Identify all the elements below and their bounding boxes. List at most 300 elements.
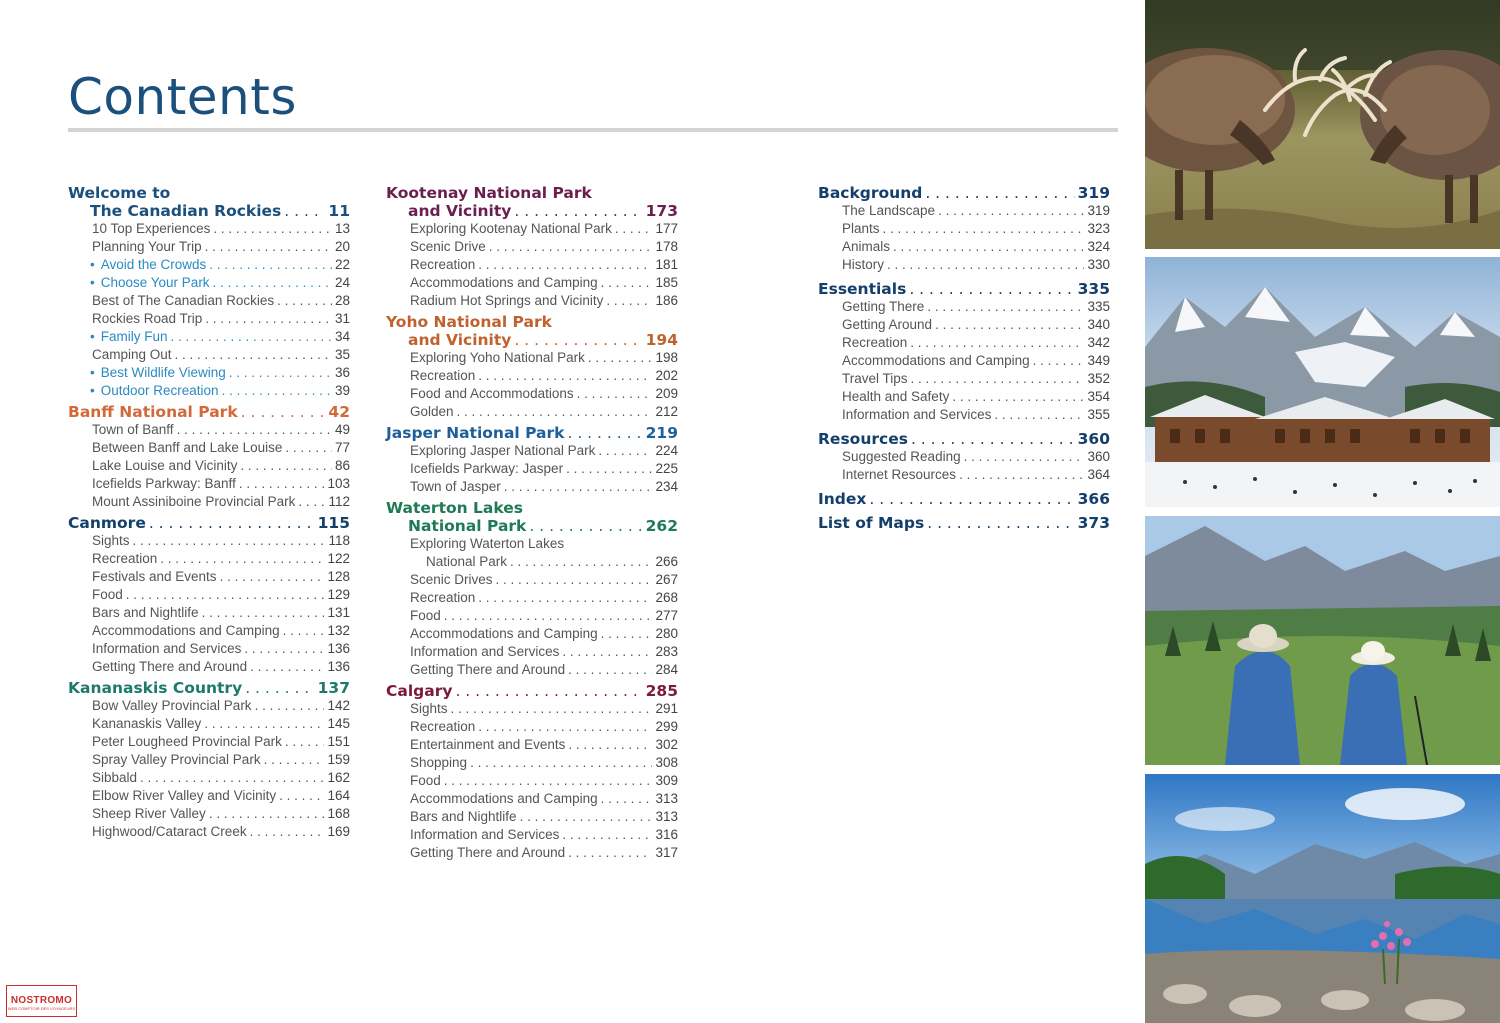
dot-leader — [601, 625, 653, 643]
dot-leader — [964, 448, 1085, 466]
dot-leader — [883, 220, 1085, 238]
entry-label: Information and Services — [410, 644, 560, 659]
dot-leader — [133, 532, 326, 550]
dot-leader — [284, 202, 325, 220]
toc-entry[interactable] — [818, 406, 1110, 424]
dot-leader — [910, 334, 1084, 352]
toc-entry[interactable] — [386, 571, 678, 589]
entry-label: Exploring Jasper National Park — [410, 443, 596, 458]
section-heading[interactable] — [68, 403, 350, 421]
toc-section — [386, 184, 678, 310]
entry-label: Food — [410, 773, 441, 788]
dot-leader — [149, 514, 315, 532]
entry-page-number: 164 — [327, 788, 350, 803]
toc-entry[interactable] — [68, 733, 350, 751]
toc-entry[interactable] — [386, 442, 678, 460]
section-title: Background — [818, 184, 923, 202]
dot-leader — [177, 421, 332, 439]
toc-entry[interactable] — [818, 202, 1110, 220]
toc-entry[interactable] — [818, 220, 1110, 238]
dot-leader — [478, 718, 652, 736]
entry-page-number: 36 — [334, 365, 350, 380]
entry-page-number: 142 — [327, 698, 350, 713]
dot-leader — [529, 517, 642, 535]
toc-entry[interactable] — [68, 805, 350, 823]
entry-label: Suggested Reading — [842, 449, 961, 464]
entry-page-number: 34 — [334, 329, 350, 344]
entry-page-number: 234 — [655, 479, 678, 494]
toc-entry[interactable] — [386, 220, 678, 238]
section-title: Essentials — [818, 280, 907, 298]
dot-leader — [175, 346, 332, 364]
entry-page-number: 352 — [1087, 371, 1110, 386]
dot-leader — [601, 790, 653, 808]
toc-entry[interactable] — [68, 697, 350, 715]
toc-feature-entry[interactable] — [68, 274, 350, 292]
dot-leader — [568, 844, 652, 862]
toc-entry[interactable] — [386, 790, 678, 808]
toc-section — [386, 499, 678, 679]
entry-page-number: 132 — [327, 623, 350, 638]
dot-leader — [567, 424, 642, 442]
dot-leader — [213, 220, 332, 238]
toc-section — [386, 424, 678, 496]
dot-leader — [478, 367, 652, 385]
entry-label: Lake Louise and Vicinity — [92, 458, 238, 473]
toc-entry[interactable] — [68, 823, 350, 841]
toc-entry[interactable] — [818, 448, 1110, 466]
toc-entry[interactable] — [68, 292, 350, 310]
toc-entry[interactable] — [818, 238, 1110, 256]
toc-entry[interactable] — [818, 388, 1110, 406]
toc-section — [818, 430, 1110, 484]
toc-entry[interactable] — [68, 715, 350, 733]
toc-entry[interactable] — [818, 298, 1110, 316]
toc-section — [818, 280, 1110, 424]
toc-entry[interactable] — [386, 292, 678, 310]
toc-entry[interactable] — [68, 238, 350, 256]
entry-label: Icefields Parkway: Banff — [92, 476, 236, 491]
toc-entry[interactable] — [386, 349, 678, 367]
entry-page-number: 212 — [655, 404, 678, 419]
toc-entry[interactable] — [68, 787, 350, 805]
dot-leader — [171, 328, 332, 346]
entry-page-number: 299 — [655, 719, 678, 734]
section-heading[interactable] — [818, 184, 1110, 202]
dot-leader — [598, 442, 652, 460]
entry-page-number: 103 — [327, 476, 350, 491]
dot-leader — [279, 787, 324, 805]
toc-feature-entry[interactable] — [68, 364, 350, 382]
dot-leader — [496, 571, 653, 589]
entry-page-number: 291 — [655, 701, 678, 716]
dot-leader — [209, 805, 325, 823]
entry-label: Spray Valley Provincial Park — [92, 752, 261, 767]
entry-label: Recreation — [92, 551, 158, 566]
entry-page-number: 324 — [1087, 239, 1110, 254]
toc-entry[interactable] — [68, 604, 350, 622]
entry-page-number: 313 — [655, 809, 678, 824]
entry-label: Rockies Road Trip — [92, 311, 203, 326]
entry-page-number: 112 — [328, 494, 350, 509]
toc-entry[interactable] — [68, 310, 350, 328]
section-heading[interactable] — [818, 280, 1110, 298]
toc-entry[interactable] — [818, 352, 1110, 370]
section-heading[interactable] — [818, 430, 1110, 448]
toc-entry[interactable] — [68, 640, 350, 658]
entry-label: Travel Tips — [842, 371, 908, 386]
entry-label: Choose Your Park — [100, 275, 210, 290]
toc-entry[interactable] — [386, 478, 678, 496]
dot-leader — [925, 184, 1074, 202]
entry-label: Accommodations and Camping — [842, 353, 1030, 368]
entry-label: Exploring Kootenay National Park — [410, 221, 612, 236]
entry-page-number: 335 — [1087, 299, 1110, 314]
entry-label: Food — [92, 587, 123, 602]
toc-entry[interactable] — [68, 421, 350, 439]
section-page-number: 366 — [1077, 490, 1110, 508]
entry-page-number: 354 — [1087, 389, 1110, 404]
section-title-line2: National Park — [408, 517, 527, 535]
entry-page-number: 313 — [655, 791, 678, 806]
entry-page-number: 13 — [334, 221, 350, 236]
section-heading[interactable] — [386, 424, 678, 442]
toc-entry[interactable] — [386, 718, 678, 736]
entry-label: Health and Safety — [842, 389, 950, 404]
section-heading[interactable] — [68, 514, 350, 532]
dot-leader — [869, 490, 1074, 508]
dot-leader — [202, 604, 325, 622]
dot-leader — [601, 274, 653, 292]
toc-entry[interactable] — [386, 772, 678, 790]
toc-entry[interactable] — [68, 568, 350, 586]
toc-entry[interactable] — [68, 439, 350, 457]
dot-leader — [520, 808, 653, 826]
dot-leader — [264, 751, 325, 769]
entry-label: Scenic Drives — [410, 572, 493, 587]
toc-column-2 — [386, 184, 678, 865]
dot-leader — [285, 439, 332, 457]
entry-label: Getting There — [842, 299, 925, 314]
toc-column-3 — [818, 184, 1110, 538]
entry-page-number: 319 — [1087, 203, 1110, 218]
entry-label: History — [842, 257, 885, 272]
bullet-icon: • — [90, 257, 95, 272]
section-heading[interactable] — [818, 514, 1110, 532]
entry-page-number: 118 — [328, 533, 350, 548]
entry-label: Sights — [410, 701, 448, 716]
dot-leader — [457, 403, 653, 421]
section-title: Calgary — [386, 682, 453, 700]
toc-entry[interactable] — [386, 589, 678, 607]
entry-label: Avoid the Crowds — [100, 257, 207, 272]
toc-section — [68, 184, 350, 400]
toc-entry[interactable] — [818, 334, 1110, 352]
entry-page-number: 225 — [655, 461, 678, 476]
entry-label: Sights — [92, 533, 130, 548]
dot-leader — [478, 589, 652, 607]
dot-leader — [240, 457, 332, 475]
toc-section — [386, 313, 678, 421]
dot-leader — [504, 478, 653, 496]
dot-leader — [927, 514, 1074, 532]
entry-label-continued: National Park — [426, 554, 508, 569]
section-heading[interactable] — [386, 184, 678, 220]
entry-page-number: 355 — [1087, 407, 1110, 422]
dot-leader — [935, 316, 1084, 334]
entry-page-number: 349 — [1087, 353, 1110, 368]
entry-page-number: 35 — [334, 347, 350, 362]
toc-entry[interactable] — [818, 316, 1110, 334]
toc-entry[interactable] — [68, 457, 350, 475]
section-page-number: 319 — [1077, 184, 1110, 202]
entry-label: Elbow River Valley and Vicinity — [92, 788, 277, 803]
entry-label: Kananaskis Valley — [92, 716, 202, 731]
dot-leader — [615, 220, 653, 238]
entry-page-number: 340 — [1087, 317, 1110, 332]
dot-leader — [952, 388, 1084, 406]
section-page-number: 173 — [645, 202, 678, 220]
entry-label: Accommodations and Camping — [92, 623, 280, 638]
toc-section — [386, 682, 678, 862]
toc-section — [818, 184, 1110, 274]
toc-entry[interactable] — [386, 403, 678, 421]
section-page-number: 194 — [645, 331, 678, 349]
entry-label: Outdoor Recreation — [100, 383, 219, 398]
entry-label: Bars and Nightlife — [92, 605, 199, 620]
section-heading[interactable] — [386, 499, 678, 535]
section-title: Banff National Park — [68, 403, 238, 421]
toc-entry[interactable] — [386, 844, 678, 862]
entry-page-number: 22 — [334, 257, 350, 272]
entry-page-number: 224 — [655, 443, 678, 458]
entry-page-number: 283 — [655, 644, 678, 659]
toc-entry[interactable] — [68, 532, 350, 550]
entry-page-number: 185 — [655, 275, 678, 290]
entry-label: Information and Services — [92, 641, 242, 656]
section-title-line1: Waterton Lakes — [386, 499, 524, 517]
entry-label: Getting There and Around — [410, 662, 566, 677]
toc-entry[interactable] — [68, 769, 350, 787]
entry-label: Radium Hot Springs and Vicinity — [410, 293, 604, 308]
toc-entry[interactable] — [68, 220, 350, 238]
entry-page-number: 31 — [334, 311, 350, 326]
section-title: Resources — [818, 430, 908, 448]
entry-page-number: 330 — [1087, 257, 1110, 272]
entry-label: Recreation — [410, 257, 476, 272]
toc-feature-entry[interactable] — [68, 382, 350, 400]
dot-leader — [241, 403, 326, 421]
section-heading[interactable] — [818, 490, 1110, 508]
toc-entry[interactable] — [68, 493, 350, 511]
entry-label: Town of Banff — [92, 422, 174, 437]
entry-page-number: 302 — [655, 737, 678, 752]
section-page-number: 262 — [645, 517, 678, 535]
section-page-number: 42 — [328, 403, 350, 421]
entry-page-number: 136 — [327, 641, 350, 656]
entry-page-number: 20 — [334, 239, 350, 254]
section-page-number: 115 — [317, 514, 350, 532]
toc-entry[interactable] — [68, 751, 350, 769]
toc-entry[interactable] — [386, 736, 678, 754]
toc-section — [818, 514, 1110, 532]
bullet-icon: • — [90, 365, 95, 380]
entry-page-number: 39 — [334, 383, 350, 398]
dot-leader — [588, 349, 653, 367]
dot-leader — [478, 256, 652, 274]
toc-entry[interactable] — [386, 754, 678, 772]
entry-page-number: 177 — [655, 221, 678, 236]
toc-entry[interactable] — [818, 370, 1110, 388]
dot-leader — [562, 826, 652, 844]
entry-page-number: 168 — [327, 806, 350, 821]
toc-entry[interactable] — [386, 274, 678, 292]
entry-page-number: 151 — [327, 734, 350, 749]
dot-leader — [887, 256, 1084, 274]
toc-entry[interactable] — [386, 256, 678, 274]
toc-entry[interactable] — [386, 460, 678, 478]
dot-leader — [220, 568, 325, 586]
entry-label: Accommodations and Camping — [410, 275, 598, 290]
toc-column-1 — [68, 184, 350, 844]
toc-entry[interactable] — [386, 700, 678, 718]
toc-entry[interactable] — [386, 607, 678, 625]
toc-entry[interactable] — [386, 826, 678, 844]
dot-leader — [909, 280, 1074, 298]
dot-leader — [1033, 352, 1085, 370]
lodge-photo — [1145, 257, 1500, 507]
entry-label: Recreation — [410, 719, 476, 734]
bullet-icon: • — [90, 275, 95, 290]
bullet-icon: • — [90, 383, 95, 398]
entry-page-number: 266 — [655, 554, 678, 569]
entry-label: Entertainment and Events — [410, 737, 566, 752]
entry-page-number: 280 — [655, 626, 678, 641]
dot-leader — [994, 406, 1084, 424]
entry-page-number: 49 — [334, 422, 350, 437]
toc-entry[interactable] — [68, 346, 350, 364]
dot-leader — [209, 256, 332, 274]
toc-entry[interactable] — [68, 550, 350, 568]
toc-entry[interactable] — [386, 367, 678, 385]
entry-label: Best of The Canadian Rockies — [92, 293, 275, 308]
section-page-number: 335 — [1077, 280, 1110, 298]
section-page-number: 360 — [1077, 430, 1110, 448]
entry-page-number: 198 — [655, 350, 678, 365]
entry-label: Sheep River Valley — [92, 806, 206, 821]
entry-page-number: 162 — [327, 770, 350, 785]
section-heading[interactable] — [68, 679, 350, 697]
entry-page-number: 267 — [655, 572, 678, 587]
toc-section — [68, 514, 350, 676]
entry-page-number: 186 — [655, 293, 678, 308]
entry-page-number: 129 — [327, 587, 350, 602]
entry-page-number: 122 — [327, 551, 350, 566]
toc-entry[interactable] — [68, 658, 350, 676]
dot-leader — [562, 643, 652, 661]
toc-feature-entry[interactable] — [68, 328, 350, 346]
dot-leader — [938, 202, 1084, 220]
dot-leader — [451, 700, 653, 718]
entry-page-number: 308 — [655, 755, 678, 770]
dot-leader — [283, 622, 325, 640]
entry-page-number: 268 — [655, 590, 678, 605]
section-title-line2: The Canadian Rockies — [90, 202, 282, 220]
entry-label: 10 Top Experiences — [92, 221, 211, 236]
section-page-number: 373 — [1077, 514, 1110, 532]
entry-label: Camping Out — [92, 347, 172, 362]
entry-label: Between Banff and Lake Louise — [92, 440, 283, 455]
toc-entry[interactable] — [818, 256, 1110, 274]
page-title: Contents — [68, 68, 297, 126]
entry-label: Icefields Parkway: Jasper — [410, 461, 564, 476]
section-heading[interactable] — [68, 184, 350, 220]
entry-label: Mount Assiniboine Provincial Park — [92, 494, 296, 509]
entry-page-number: 86 — [334, 458, 350, 473]
toc-entry[interactable] — [68, 475, 350, 493]
dot-leader — [911, 370, 1085, 388]
dot-leader — [489, 238, 653, 256]
entry-label: Festivals and Events — [92, 569, 217, 584]
entry-page-number: 360 — [1087, 449, 1110, 464]
entry-page-number: 145 — [327, 716, 350, 731]
dot-leader — [510, 553, 652, 571]
toc-entry[interactable] — [386, 625, 678, 643]
toc-entry[interactable] — [386, 385, 678, 403]
entry-label: The Landscape — [842, 203, 936, 218]
entry-page-number: 159 — [327, 752, 350, 767]
entry-label: Town of Jasper — [410, 479, 501, 494]
entry-label: Information and Services — [410, 827, 560, 842]
dot-leader — [927, 298, 1084, 316]
entry-label: Internet Resources — [842, 467, 957, 482]
entry-label: Information and Services — [842, 407, 992, 422]
entry-label: Recreation — [410, 368, 476, 383]
dot-leader — [250, 658, 324, 676]
toc-entry[interactable] — [386, 238, 678, 256]
section-page-number: 219 — [645, 424, 678, 442]
dot-leader — [250, 823, 325, 841]
section-title-line2: and Vicinity — [408, 202, 512, 220]
toc-entry[interactable] — [68, 586, 350, 604]
toc-feature-entry[interactable] — [68, 256, 350, 274]
dot-leader — [205, 238, 332, 256]
toc-entry[interactable] — [386, 535, 678, 571]
entry-label: Bow Valley Provincial Park — [92, 698, 252, 713]
entry-page-number: 28 — [334, 293, 350, 308]
dot-leader — [959, 466, 1084, 484]
toc-entry[interactable] — [386, 661, 678, 679]
entry-label: Best Wildlife Viewing — [100, 365, 226, 380]
dot-leader — [244, 640, 324, 658]
toc-entry[interactable] — [386, 808, 678, 826]
entry-page-number: 317 — [655, 845, 678, 860]
nostromo-logo: NOSTROMO WEB COMPTOIR DES VOYAGEURS — [6, 985, 77, 1017]
toc-entry[interactable] — [386, 643, 678, 661]
section-heading[interactable] — [386, 682, 678, 700]
toc-entry[interactable] — [68, 622, 350, 640]
entry-page-number: 323 — [1087, 221, 1110, 236]
dot-leader — [568, 736, 652, 754]
entry-label: Family Fun — [100, 329, 168, 344]
dot-leader — [255, 697, 325, 715]
toc-entry[interactable] — [818, 466, 1110, 484]
section-heading[interactable] — [386, 313, 678, 349]
entry-label: Getting There and Around — [410, 845, 566, 860]
section-page-number: 11 — [328, 202, 350, 220]
entry-page-number: 181 — [655, 257, 678, 272]
entry-label: Golden — [410, 404, 454, 419]
